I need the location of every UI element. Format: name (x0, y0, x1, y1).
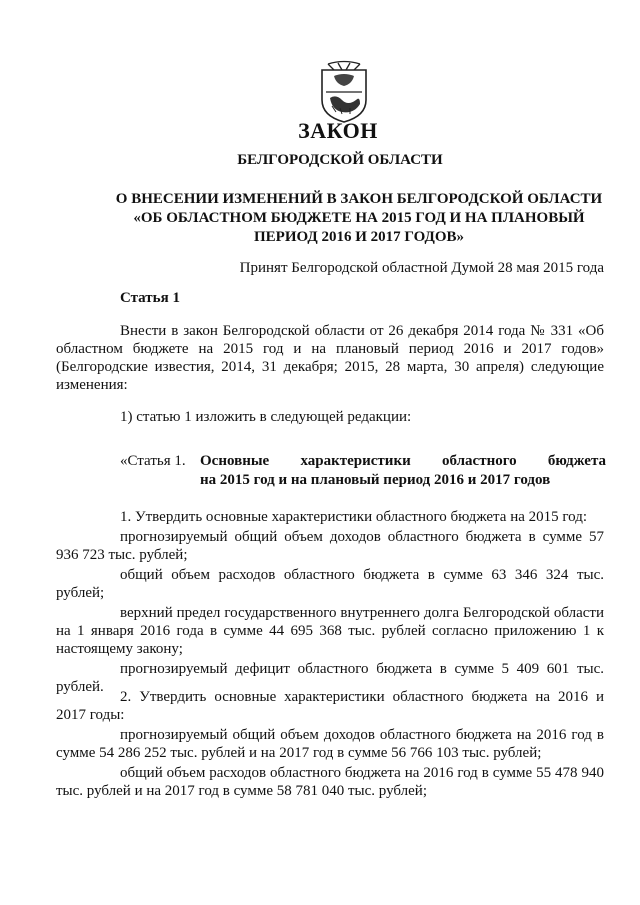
coat-of-arms-icon (314, 60, 374, 124)
adoption-note: Принят Белгородской областной Думой 28 мая 2015 года (239, 260, 604, 276)
region-heading: БЕЛГОРОДСКОЙ ОБЛАСТИ (237, 152, 443, 168)
section-1-expenditure: общий объем расходов областного бюджета в сумме 63 346 324 тыс. рублей; (56, 567, 604, 601)
law-title (104, 190, 614, 247)
law-heading: ЗАКОН (298, 118, 378, 143)
law-title-line: ПЕРИОД 2016 И 2017 ГОДОВ» (254, 229, 464, 245)
new-article-title-line: Основные характеристики областного бюджета (200, 453, 606, 469)
section-2-expenditure: общий объем расходов областного бюджета на 2016 год в сумме 55 478 940 тыс. рублей и на 2017 год в сумме 58 781 040 тыс. рублей; (56, 765, 604, 799)
new-article-label: «Статья 1. (120, 453, 186, 469)
coat-of-arms-emblem (314, 60, 374, 124)
section-2-revenue: прогнозируемый общий объем доходов областного бюджета на 2016 год в сумме 54 286 252 тыс. рублей и на 2017 год в сумме 56 766 103 тыс. рублей; (56, 727, 604, 761)
section-1-debt-limit: верхний предел государственного внутреннего долга Белгородской области на 1 января 2016 года в сумме 44 695 368 тыс. рублей согласно приложению 1 к настоящему закону; (56, 605, 604, 657)
section-2-heading: 2. Утвердить основные характеристики областного бюджета на 2016 и 2017 годы: (56, 689, 604, 723)
new-article-title-line: на 2015 год и на плановый период 2016 и 2017 годов (200, 472, 551, 488)
section-1-revenue: прогнозируемый общий объем доходов областного бюджета в сумме 57 936 723 тыс. рублей; (56, 529, 604, 563)
article-intro-block (56, 322, 604, 394)
law-title-line: О ВНЕСЕНИИ ИЗМЕНЕНИЙ В ЗАКОН БЕЛГОРОДСКОЙ ОБЛАСТИ (115, 191, 603, 207)
new-article-title (200, 452, 606, 490)
law-title-line: «ОБ ОБЛАСТНОМ БЮДЖЕТЕ НА 2015 ГОД И НА ПЛАНОВЫЙ (133, 210, 585, 226)
article-intro: Внести в закон Белгородской области от 26 декабря 2014 года № 331 «Об областном бюджете на 2015 год и на плановый период 2016 и 2017 годов» (Белгородские известия, 2014, 31 декабря; 2015, 28 марта, 30 апреля) следующие изменения: (56, 323, 604, 393)
item-1-block (56, 408, 604, 426)
section-1-heading: 1. Утвердить основные характеристики областного бюджета на 2015 год: (120, 509, 588, 525)
section-1-deficit: прогнозируемый дефицит областного бюджета в сумме 5 409 601 тыс. рублей. (56, 661, 604, 695)
section-2 (56, 688, 604, 802)
article-heading: Статья 1 (120, 290, 180, 306)
item-1: 1) статью 1 изложить в следующей редакции: (120, 409, 412, 425)
section-1 (56, 508, 604, 698)
